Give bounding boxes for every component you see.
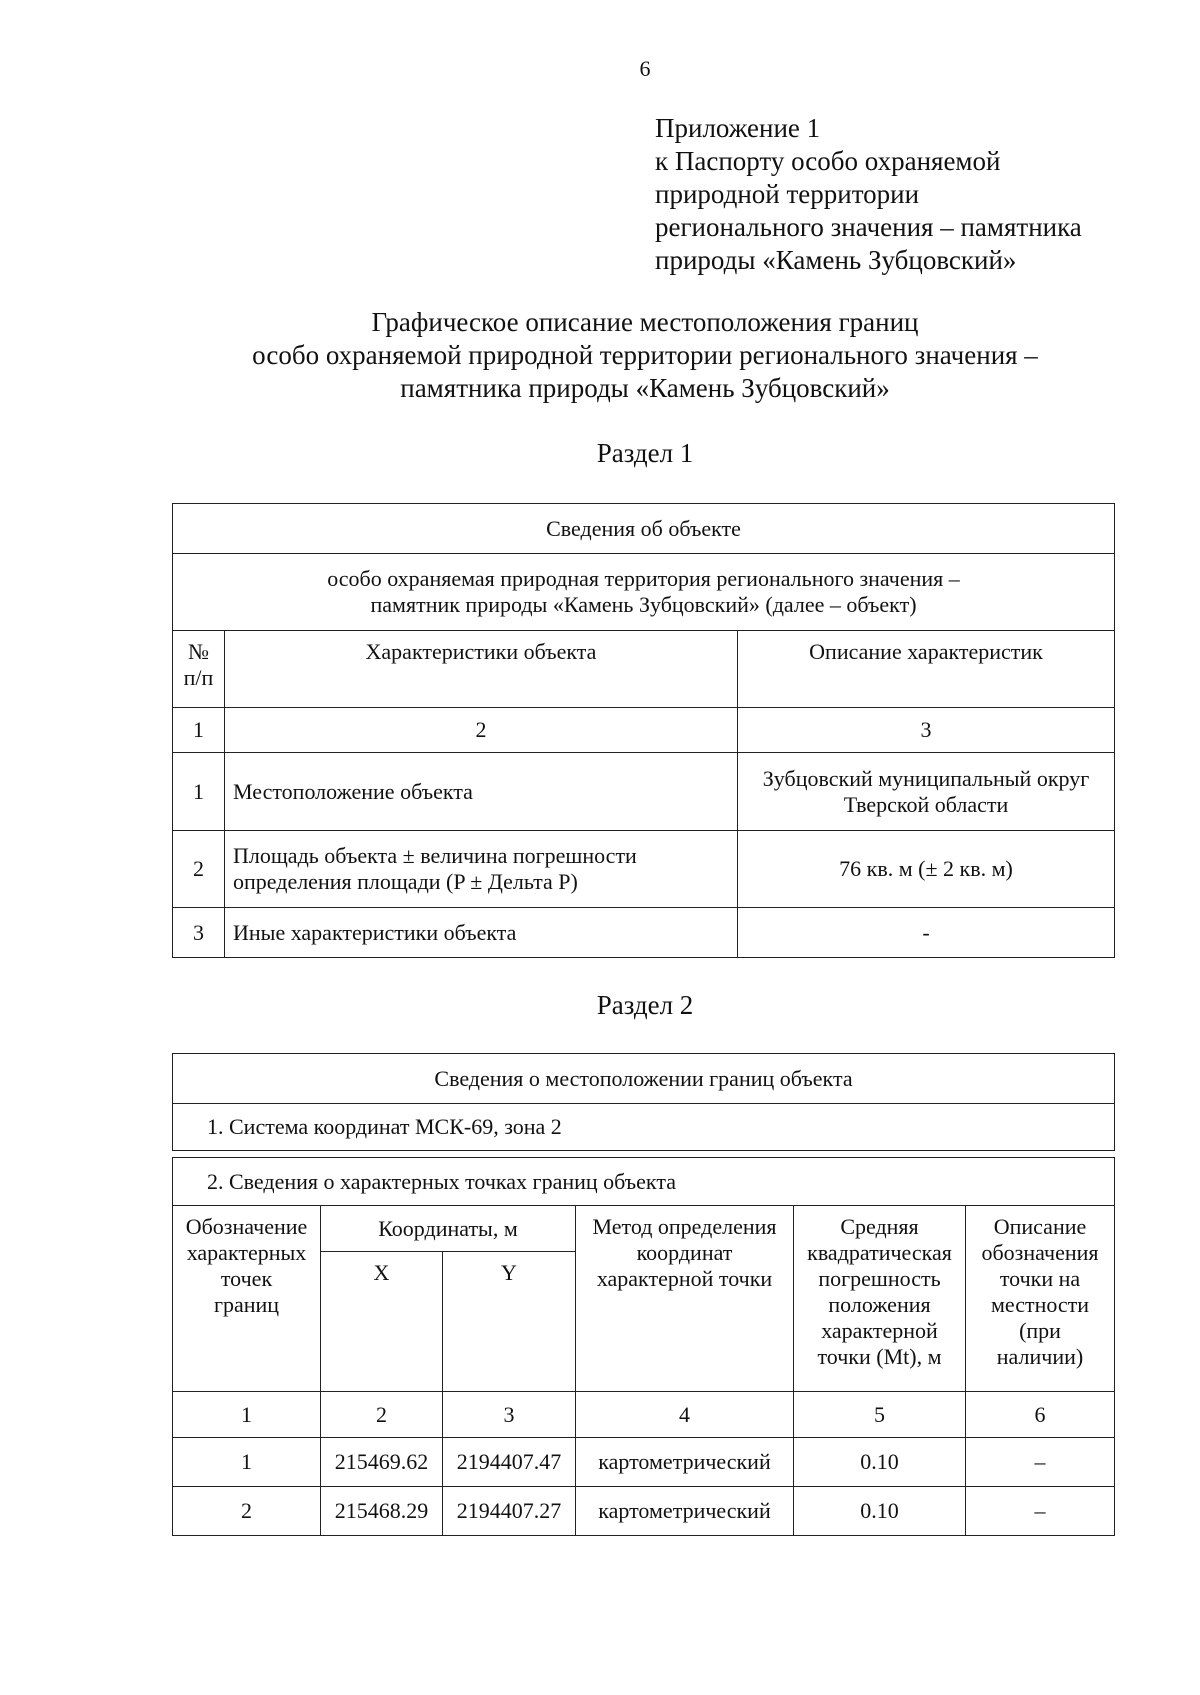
boundary-points-table	[172, 1053, 1115, 1536]
row-description	[738, 753, 1115, 831]
header-x: X	[321, 1252, 443, 1392]
row-characteristic: Иные характеристики объекта	[225, 908, 738, 958]
row-num: 1	[173, 753, 225, 831]
point-location: –	[966, 1438, 1115, 1487]
header-line: квадратическая	[807, 1240, 952, 1265]
table-row	[173, 908, 1115, 958]
column-number: 1	[173, 708, 225, 753]
point-y: 2194407.47	[443, 1438, 576, 1487]
column-number: 2	[225, 708, 738, 753]
point-x: 215468.29	[321, 1487, 443, 1536]
column-number: 4	[576, 1392, 794, 1438]
header-line: точек	[220, 1266, 273, 1291]
row-characteristic	[225, 831, 738, 908]
table-title: Сведения об объекте	[173, 504, 1115, 554]
object-name-cell	[173, 554, 1115, 631]
header-line: Описание	[993, 1214, 1087, 1239]
row-description-line: Зубцовский муниципальный округ	[762, 765, 1090, 791]
point-id: 2	[173, 1487, 321, 1536]
title-line: памятника природы «Камень Зубцовский»	[400, 373, 890, 403]
row-characteristic-line: определения площади (P ± Дельта P)	[233, 869, 578, 894]
header-line: Метод определения	[592, 1214, 777, 1239]
column-number: 3	[443, 1392, 576, 1438]
row-description: 76 кв. м (± 2 кв. м)	[738, 831, 1115, 908]
point-location: –	[966, 1487, 1115, 1536]
header-line: Обозначение	[185, 1214, 308, 1239]
table-spacer	[173, 1151, 1115, 1158]
header-num-line: №	[188, 639, 209, 664]
header-num	[173, 631, 225, 708]
appendix-header	[655, 112, 1082, 277]
appendix-line: Приложение 1	[655, 113, 821, 143]
column-number: 1	[173, 1392, 321, 1438]
object-name-line: памятник природы «Камень Зубцовский» (далее – объект)	[370, 592, 917, 617]
header-y: Y	[443, 1252, 576, 1392]
point-id: 1	[173, 1438, 321, 1487]
header-line: характерной	[821, 1318, 938, 1343]
header-coordinates: Координаты, м	[321, 1206, 576, 1252]
points-title: 2. Сведения о характерных точках границ объекта	[173, 1158, 1115, 1206]
point-error: 0.10	[794, 1438, 966, 1487]
column-number: 5	[794, 1392, 966, 1438]
object-info-table	[172, 503, 1115, 958]
column-number: 2	[321, 1392, 443, 1438]
header-line: положения	[828, 1292, 931, 1317]
appendix-line: природной территории	[655, 179, 920, 209]
row-characteristic-line: Площадь объекта ± величина погрешности	[233, 843, 637, 868]
title-line: Графическое описание местоположения границ	[371, 307, 919, 337]
header-line: точки на	[999, 1266, 1081, 1291]
point-y: 2194407.27	[443, 1487, 576, 1536]
point-error: 0.10	[794, 1487, 966, 1536]
header-error	[794, 1206, 966, 1392]
point-method: картометрический	[576, 1438, 794, 1487]
header-line: характерных	[186, 1240, 307, 1265]
header-line: (при	[1019, 1318, 1061, 1343]
header-line: обозначения	[981, 1240, 1099, 1265]
appendix-line: природы «Камень Зубцовский»	[655, 245, 1017, 275]
object-name-line: особо охраняемая природная территория регионального значения –	[327, 566, 960, 591]
header-method	[576, 1206, 794, 1392]
header-line: границ	[213, 1292, 280, 1317]
column-number: 6	[966, 1392, 1115, 1438]
header-num-line: п/п	[183, 665, 214, 690]
table-row	[173, 753, 1115, 831]
section2-heading: Раздел 2	[596, 990, 694, 1020]
header-line: погрешность	[818, 1266, 941, 1291]
title-line: особо охраняемой природной территории регионального значения –	[252, 340, 1038, 370]
header-characteristics: Характеристики объекта	[225, 631, 738, 708]
header-line: наличии)	[996, 1344, 1084, 1369]
header-line: характерной точки	[596, 1266, 773, 1291]
table-row	[173, 1438, 1115, 1487]
header-line: Средняя	[840, 1214, 919, 1239]
row-description-line: Тверской области	[843, 791, 1009, 817]
document-title	[0, 306, 1200, 405]
page-number: 6	[639, 56, 651, 81]
row-characteristic: Местоположение объекта	[225, 753, 738, 831]
appendix-line: к Паспорту особо охраняемой	[655, 146, 1001, 176]
point-method: картометрический	[576, 1487, 794, 1536]
header-line: координат	[636, 1240, 733, 1265]
row-description: -	[738, 908, 1115, 958]
header-description: Описание характеристик	[738, 631, 1115, 708]
row-num: 3	[173, 908, 225, 958]
coordinate-system: 1. Система координат МСК-69, зона 2	[173, 1104, 1115, 1151]
table-row	[173, 831, 1115, 908]
table-title: Сведения о местоположении границ объекта	[173, 1054, 1115, 1104]
header-designation	[173, 1206, 321, 1392]
appendix-line: регионального значения – памятника	[655, 212, 1082, 242]
column-number: 3	[738, 708, 1115, 753]
header-line: местности	[990, 1292, 1090, 1317]
section1-heading: Раздел 1	[596, 438, 694, 468]
table-row	[173, 1487, 1115, 1536]
header-line: точки (Mt), м	[817, 1344, 942, 1369]
header-location	[966, 1206, 1115, 1392]
point-x: 215469.62	[321, 1438, 443, 1487]
row-num: 2	[173, 831, 225, 908]
